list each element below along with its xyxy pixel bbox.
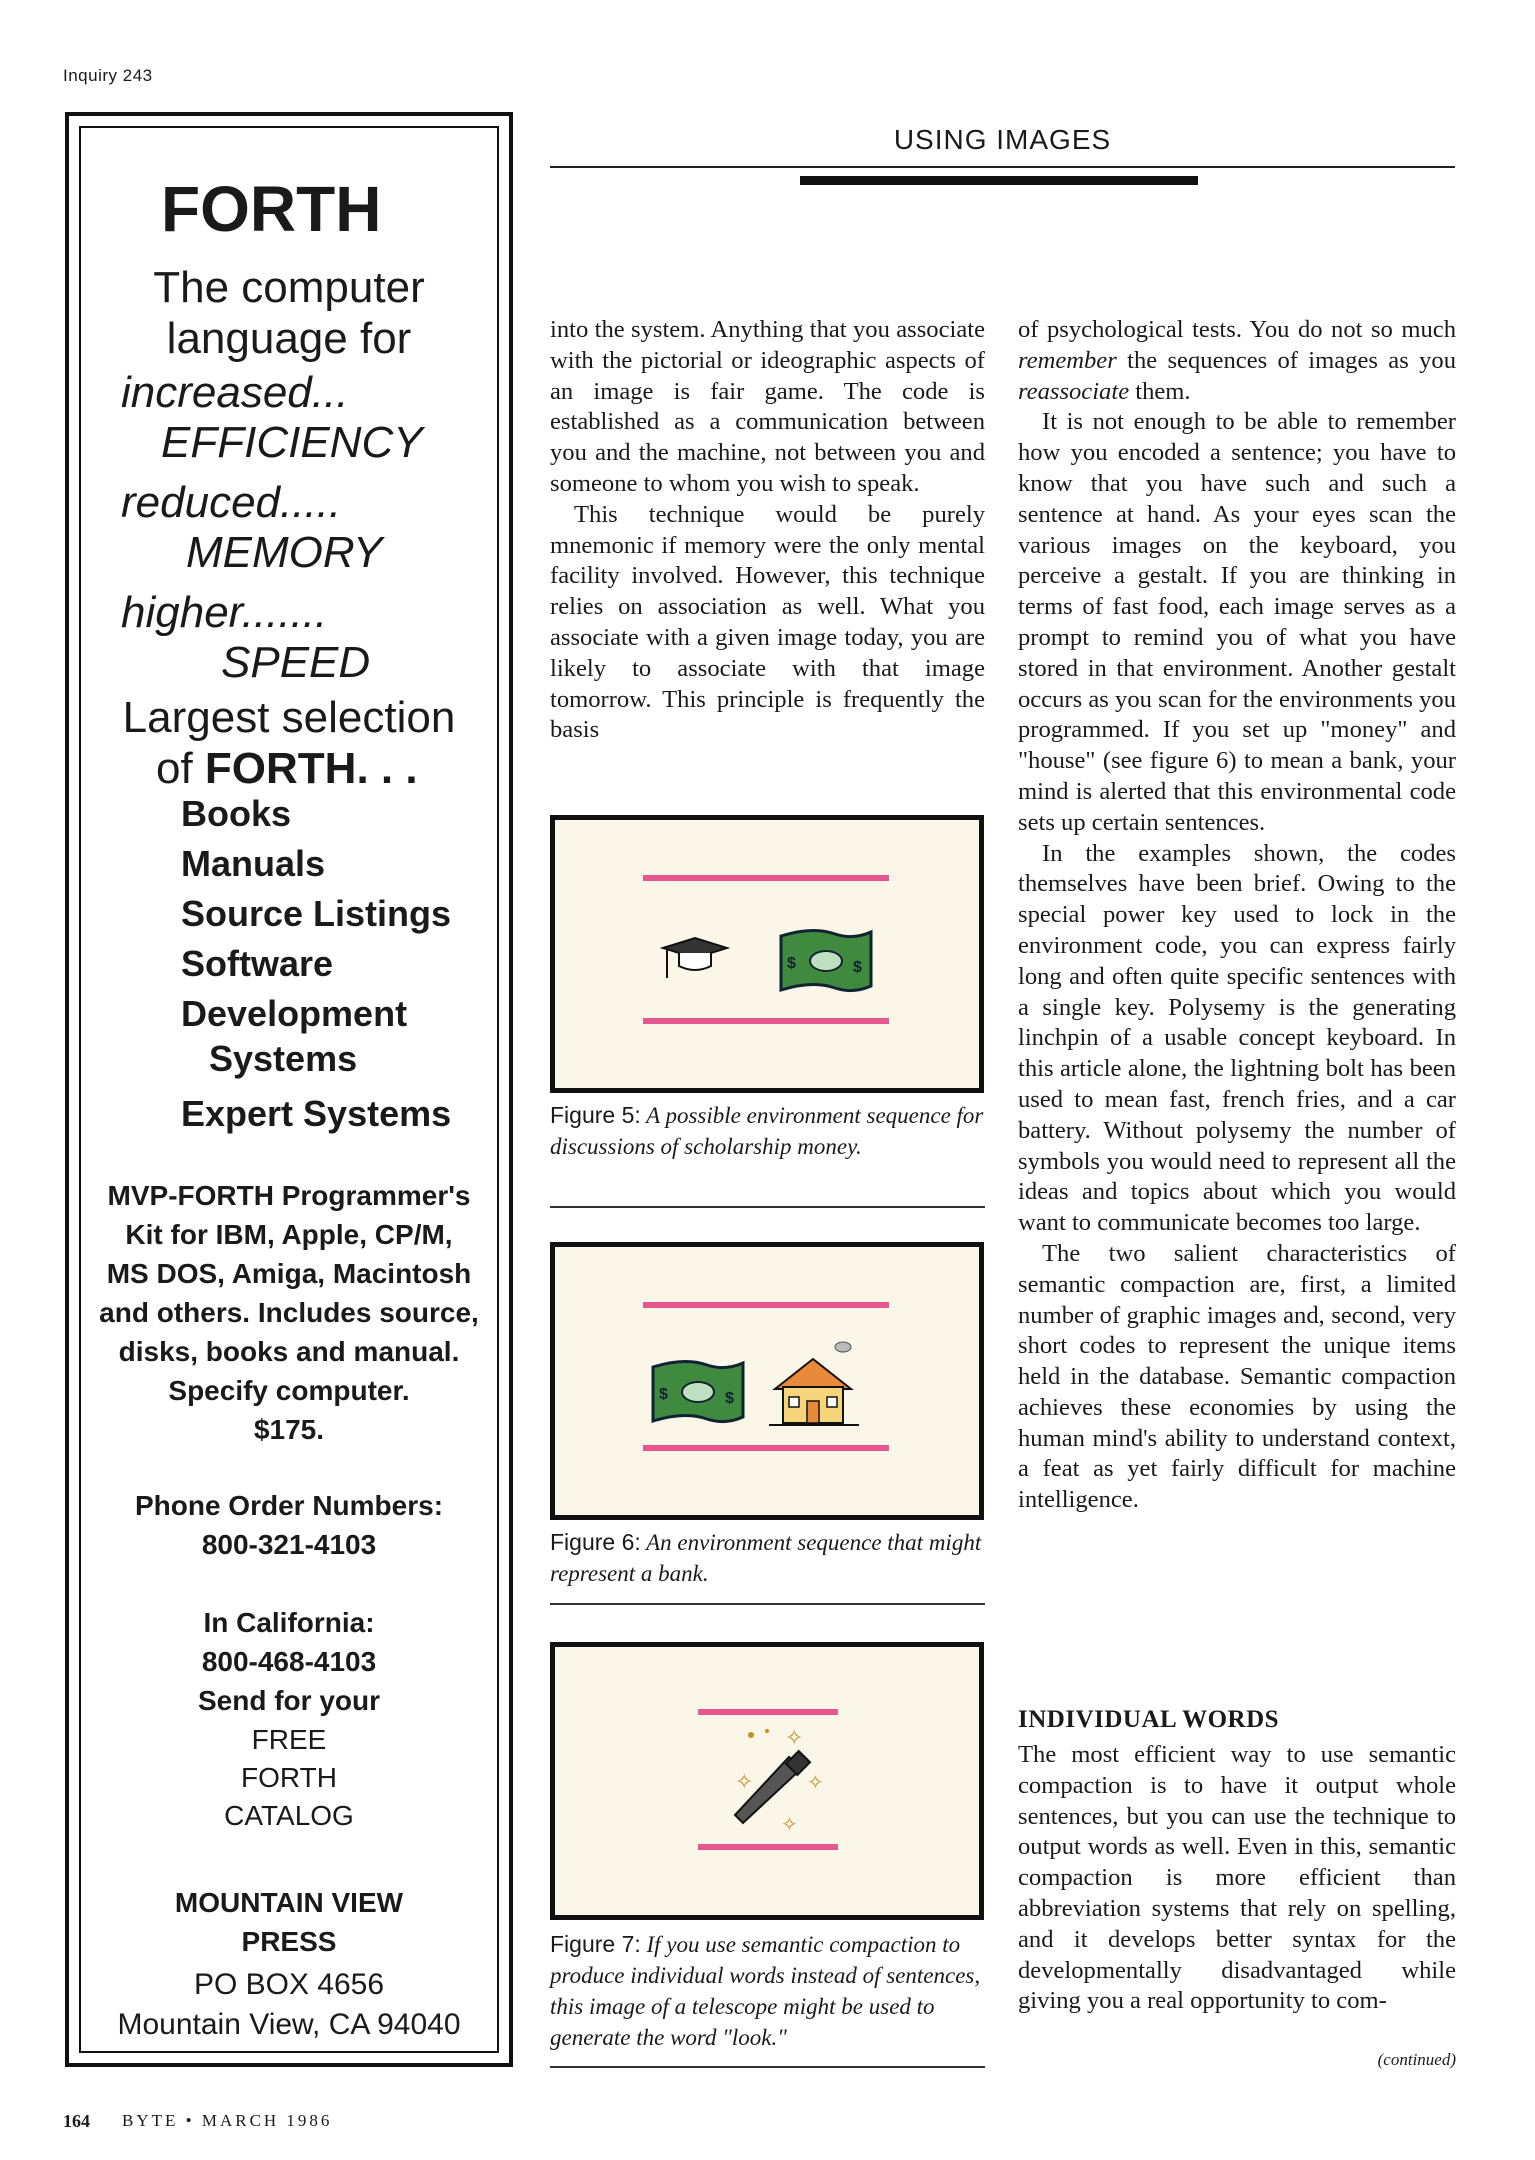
ad-california-phone: 800-468-4103 (201, 1646, 377, 1677)
ad-phone-number: 800-321-4103 (201, 1529, 377, 1560)
svg-text:$: $ (787, 955, 796, 972)
col2-paragraph-1 (1018, 315, 1456, 407)
figure-7-label: Figure 7: (550, 1931, 641, 1957)
header-thick-rule (800, 176, 1198, 185)
svg-text:✧: ✧ (781, 1812, 798, 1836)
magazine-issue: BYTE • MARCH 1986 (122, 2111, 333, 2130)
ad-bullet-software: Software (181, 943, 334, 984)
ad-kit-line-6: Specify computer. (168, 1375, 410, 1406)
graduation-cap-icon (663, 938, 727, 978)
svg-text:✧: ✧ (735, 1770, 754, 1795)
ad-selection-forth (81, 744, 497, 794)
article-column-2-continued (1018, 1740, 1456, 2017)
ad-word-reduced: reduced..... (121, 478, 342, 527)
figure-6-top-bar (643, 1302, 889, 1308)
figure-6-caption-text: An environment sequence that might represent a bank. (550, 1530, 982, 1586)
col2-paragraph-4: The two salient characteristics of semantic compaction are, first, a limited number of graphic images and, second, very short codes to represent the unique items held in the database. Semantic compaction achieves these economies by using the human mind's ability to understand context, a feat as yet fairly difficult for machine intelligence. (1018, 1239, 1456, 1514)
inquiry-number: Inquiry 243 (63, 66, 153, 85)
money-bill-icon (781, 930, 871, 990)
ad-of: of (156, 744, 205, 793)
col2-p1-part-a: of psychological tests. You do not so much (1018, 316, 1456, 343)
figure-5-label: Figure 5: (550, 1102, 641, 1128)
ad-metric-speed: SPEED (221, 638, 371, 687)
ad-word-increased: increased... (121, 368, 349, 417)
figure-7-icons (705, 1727, 835, 1837)
ad-kit-line-5: disks, books and manual. (118, 1336, 460, 1367)
ad-metric-memory: MEMORY (186, 528, 383, 577)
article-column-1 (550, 315, 985, 746)
ad-line-2: language for (166, 314, 412, 363)
ad-catalog-catalog: CATALOG (224, 1800, 354, 1831)
col1-paragraph-2: This technique would be purely mnemonic if memory were the only mental facility involved. However, this technique relies on association as well. What you associate with a given image today, you are likely to associate with that image tomorrow. This principle is frequently the basis (550, 500, 985, 744)
subheading-individual-words: INDIVIDUAL WORDS (1018, 1706, 1280, 1733)
figure-6-label: Figure 6: (550, 1529, 641, 1555)
figure-6-icons (647, 1337, 887, 1437)
col2-paragraph-2: It is not enough to be able to remember how you encoded a sentence; you have to know that you have such and such a sentence at hand. As your eyes scan the various images on the keyboard, you perceive a gestalt. If you are thinking in terms of fast food, each image serves as a prompt to remind you of what you have stored in that environment. Another gestalt occurs as you scan for the environments you programmed. If you set up "money" and "house" (see figure 6) to mean a bank, your mind is alerted that this environmental code sets up certain sentences. (1018, 408, 1456, 836)
figure-5-top-bar (643, 875, 889, 881)
ad-brand: FORTH (161, 173, 382, 245)
col2-p1-emphasis-remember: remember (1018, 346, 1117, 374)
svg-text:✧: ✧ (807, 1770, 824, 1794)
ad-price: $175. (253, 1414, 325, 1445)
ad-kit-line-1: MVP-FORTH Programmer's (107, 1180, 471, 1211)
ad-metric-efficiency: EFFICIENCY (161, 418, 423, 467)
col2-p1-emphasis-reassociate: reassociate (1018, 377, 1130, 405)
figure-5-rule (550, 1206, 985, 1208)
ad-bullet-source-listings: Source Listings (181, 893, 452, 934)
ad-send-for: Send for your (197, 1685, 380, 1716)
figure-7-top-bar (698, 1709, 838, 1715)
ad-phone-title: Phone Order Numbers: (134, 1490, 444, 1521)
forth-advertisement (65, 112, 513, 2067)
page-number: 164 (63, 2111, 90, 2131)
col1-paragraph-1: into the system. Anything that you associate with the pictorial or ideographic aspects of an image is fair game. The code is established as a communication between you and the machine, not between you and someone to whom you wish to speak. (550, 316, 985, 497)
ad-catalog-forth: FORTH (241, 1762, 337, 1793)
ad-company-1: MOUNTAIN VIEW (174, 1887, 404, 1918)
figure-7-caption (550, 1929, 985, 2053)
col2-individual-words-paragraph: The most efficient way to use semantic compaction is to have it output whole sentences, but you can use the technique to output words as well. Even in this, semantic compaction is more efficient than abbreviation systems that rely on spelling, and it develops better syntax for the developmentally disadvantaged while giving you a real opportunity to com- (1018, 1741, 1456, 2015)
article-column-2 (1018, 315, 1456, 1516)
figure-6-caption (550, 1527, 985, 1589)
figure-7-caption-text: If you use semantic compaction to produce individual words instead of sentences, this image of a telescope might be used to generate the word "look." (550, 1932, 981, 2050)
ad-forth-bold: FORTH. . . (204, 744, 418, 793)
col2-p1-part-b: the sequences of images as you (1116, 346, 1456, 374)
svg-text:✧: ✧ (785, 1727, 804, 1751)
ad-kit-line-2: Kit for IBM, Apple, CP/M, (125, 1219, 453, 1250)
figure-6-rule (550, 1603, 985, 1605)
figure-6-bottom-bar (643, 1445, 889, 1451)
header-rule (550, 166, 1455, 168)
figure-5-icons (653, 920, 883, 1010)
ad-address-1: PO BOX 4656 (193, 1968, 385, 2001)
figure-7-bottom-bar (698, 1844, 838, 1850)
ad-kit-line-4: and others. Includes source, (99, 1297, 479, 1328)
ad-bullet-expert-systems: Expert Systems (181, 1093, 452, 1134)
ad-inner-border (79, 126, 499, 2053)
figure-7-rule (550, 2066, 985, 2068)
col2-p1-part-c: them. (1129, 377, 1191, 405)
continued-marker: (continued) (1377, 2050, 1456, 2069)
col2-paragraph-3: In the examples shown, the codes themselves have been brief. Owing to the special power key used to lock in the environment code, you can express fairly long and often quite specific sentences with a single key. Polysemy is the generating linchpin of a usable concept keyboard. In this article alone, the lightning bolt has been used to mean fast, french fries, and a car battery. Without polysemy the number of symbols you would need to represent all the ideas and topics about which you would want to communicate becomes too large. (1018, 839, 1456, 1237)
ad-word-higher: higher....... (121, 588, 328, 637)
house-icon (769, 1342, 859, 1425)
figure-6-image (550, 1242, 984, 1520)
ad-company-2: PRESS (241, 1926, 337, 1957)
ad-selection-line: Largest selection (122, 693, 456, 742)
ad-catalog-free: FREE (251, 1724, 327, 1755)
figure-5-caption-text: A possible environment sequence for discussions of scholarship money. (550, 1103, 984, 1159)
svg-text:$: $ (853, 959, 862, 976)
figure-5-bottom-bar (643, 1018, 889, 1024)
figure-5-image (550, 815, 984, 1093)
ad-bullet-manuals: Manuals (181, 843, 326, 884)
section-title: USING IMAGES (893, 124, 1112, 155)
svg-text:$: $ (659, 1386, 668, 1403)
ad-bullet-systems: Systems (209, 1038, 358, 1079)
ad-bullet-books: Books (181, 793, 292, 834)
figure-5-caption (550, 1100, 985, 1162)
ad-kit-line-3: MS DOS, Amiga, Macintosh (106, 1258, 472, 1289)
money-bill-icon (653, 1361, 743, 1421)
ad-line-1: The computer (153, 263, 425, 312)
figure-7-image (550, 1642, 984, 1920)
ad-california-title: In California: (203, 1607, 375, 1638)
ad-bullet-development: Development (181, 993, 408, 1034)
ad-address-2: Mountain View, CA 94040 (117, 2008, 461, 2041)
svg-text:$: $ (725, 1390, 734, 1407)
